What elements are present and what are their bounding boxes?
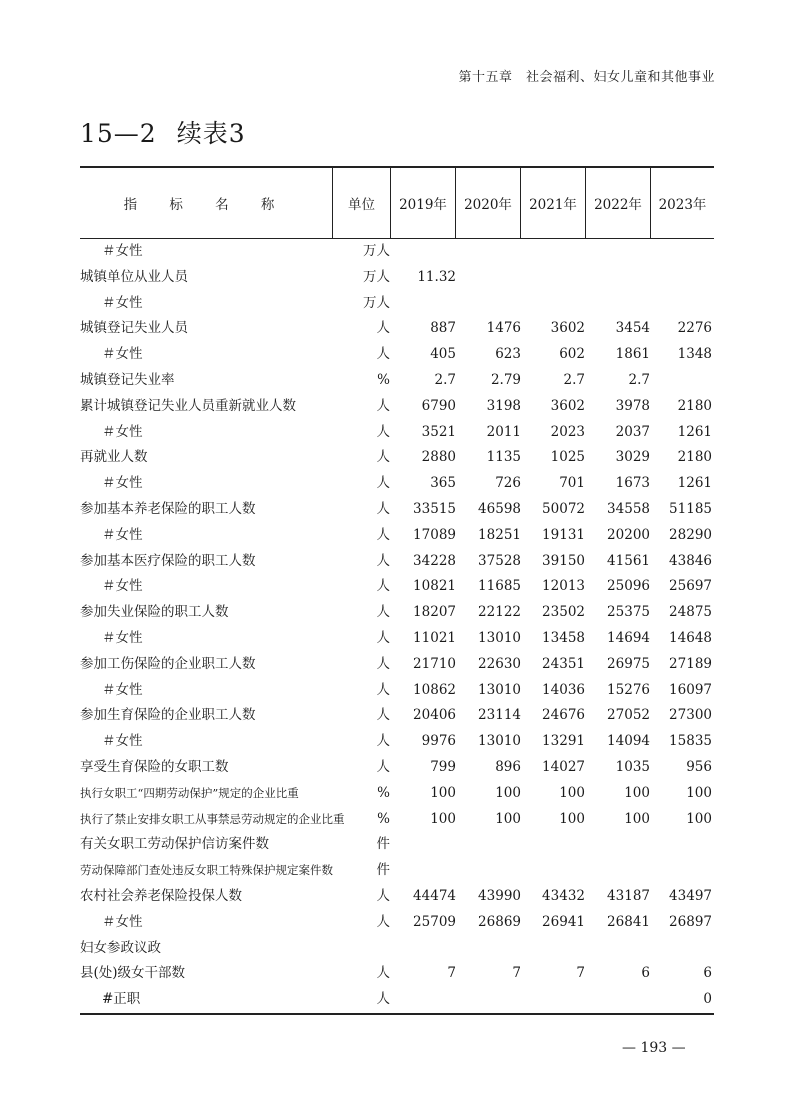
row-value-2020 bbox=[461, 832, 521, 858]
row-value-2019: 7 bbox=[447, 965, 456, 982]
row-value-2022 bbox=[590, 265, 650, 291]
row-value-2020: 7 bbox=[512, 965, 521, 982]
row-value-2019: 10862 bbox=[413, 681, 456, 698]
row-value-2020: 896 bbox=[495, 758, 521, 775]
table-row bbox=[80, 729, 714, 755]
row-indicator-name: ＃女性 bbox=[102, 629, 143, 646]
row-value-2021: 100 bbox=[559, 784, 585, 801]
row-value-2023: 24875 bbox=[669, 604, 712, 621]
row-value-2023 bbox=[652, 936, 712, 962]
row-value-2019 bbox=[396, 239, 456, 265]
row-value-2022: 14694 bbox=[607, 629, 650, 646]
row-indicator-name: #正职 bbox=[102, 991, 141, 1008]
row-value-2020: 2.79 bbox=[490, 371, 521, 388]
row-value-2023: 43497 bbox=[669, 887, 712, 904]
table-row bbox=[80, 858, 714, 884]
row-value-2019: 3521 bbox=[421, 423, 456, 440]
row-value-2019: 33515 bbox=[413, 500, 456, 517]
table-row bbox=[80, 239, 714, 265]
table-row bbox=[80, 600, 714, 626]
table-row bbox=[80, 884, 714, 910]
row-value-2023: 51185 bbox=[669, 500, 712, 517]
row-value-2021: 23502 bbox=[542, 604, 585, 621]
row-value-2021 bbox=[525, 291, 585, 317]
page-number: — 193 — bbox=[622, 1040, 686, 1056]
row-unit: 人 bbox=[376, 604, 390, 621]
row-indicator-name: 劳动保障部门查处违反女职工特殊保护规定案件数 bbox=[80, 863, 333, 878]
table-row bbox=[80, 755, 714, 781]
table-row bbox=[80, 523, 714, 549]
row-indicator-name: ＃女性 bbox=[102, 475, 143, 492]
row-value-2023: 956 bbox=[686, 758, 712, 775]
row-indicator-name: ＃女性 bbox=[102, 346, 143, 363]
row-value-2022: 2.7 bbox=[628, 371, 650, 388]
row-unit: % bbox=[377, 784, 390, 801]
row-unit: 件 bbox=[376, 862, 390, 879]
row-value-2019 bbox=[396, 987, 456, 1013]
row-value-2020: 18251 bbox=[478, 526, 521, 543]
row-value-2022: 3454 bbox=[615, 320, 650, 337]
row-value-2019 bbox=[396, 291, 456, 317]
row-value-2023 bbox=[652, 832, 712, 858]
row-unit: 人 bbox=[376, 733, 390, 750]
row-value-2019: 10821 bbox=[413, 578, 456, 595]
row-value-2021 bbox=[525, 987, 585, 1013]
row-value-2023: 6 bbox=[703, 965, 712, 982]
row-indicator-name: 累计城镇登记失业人员重新就业人数 bbox=[80, 397, 296, 414]
row-unit: 人 bbox=[376, 475, 390, 492]
row-value-2021: 3602 bbox=[550, 397, 585, 414]
row-value-2022 bbox=[590, 936, 650, 962]
table-row bbox=[80, 471, 714, 497]
row-value-2021: 26941 bbox=[542, 913, 585, 930]
row-value-2020: 3198 bbox=[486, 397, 521, 414]
row-value-2020: 13010 bbox=[478, 629, 521, 646]
header-year-2019: 2019年 bbox=[399, 197, 447, 213]
row-value-2023: 1348 bbox=[677, 346, 712, 363]
row-value-2020: 13010 bbox=[478, 733, 521, 750]
row-value-2023 bbox=[652, 265, 712, 291]
row-unit: 人 bbox=[376, 965, 390, 982]
row-indicator-name: 农村社会养老保险投保人数 bbox=[80, 887, 242, 904]
row-value-2019: 9976 bbox=[421, 733, 456, 750]
row-unit: 人 bbox=[376, 991, 390, 1008]
row-value-2023: 1261 bbox=[677, 423, 712, 440]
row-unit: 万人 bbox=[363, 243, 390, 259]
row-value-2022: 41561 bbox=[607, 552, 650, 569]
row-unit: % bbox=[377, 810, 390, 827]
row-value-2023: 0 bbox=[703, 991, 712, 1008]
row-value-2020: 43990 bbox=[478, 887, 521, 904]
row-value-2023: 25697 bbox=[669, 578, 712, 595]
row-value-2019: 25709 bbox=[413, 913, 456, 930]
row-value-2023: 16097 bbox=[669, 681, 712, 698]
table-row bbox=[80, 936, 714, 962]
row-value-2022: 1861 bbox=[615, 346, 650, 363]
row-unit: 人 bbox=[376, 526, 390, 543]
row-value-2020 bbox=[461, 239, 521, 265]
row-value-2020: 726 bbox=[495, 475, 521, 492]
row-value-2022: 3978 bbox=[615, 397, 650, 414]
row-value-2019: 20406 bbox=[413, 707, 456, 724]
row-value-2023 bbox=[652, 368, 712, 394]
row-value-2023 bbox=[652, 239, 712, 265]
row-indicator-name: 妇女参政议政 bbox=[80, 939, 161, 956]
row-value-2023: 1261 bbox=[677, 475, 712, 492]
row-value-2021: 701 bbox=[559, 475, 585, 492]
header-year-2022: 2022年 bbox=[594, 197, 642, 213]
row-value-2023: 2276 bbox=[677, 320, 712, 337]
row-value-2020: 22122 bbox=[478, 604, 521, 621]
row-indicator-name: 参加生育保险的企业职工人数 bbox=[80, 707, 256, 724]
row-value-2021 bbox=[525, 265, 585, 291]
table-bottom-rule bbox=[80, 1013, 714, 1015]
table-row bbox=[80, 703, 714, 729]
row-value-2019: 365 bbox=[430, 475, 456, 492]
row-value-2022: 34558 bbox=[607, 500, 650, 517]
row-unit: 人 bbox=[376, 655, 390, 672]
row-value-2022 bbox=[590, 291, 650, 317]
row-value-2022: 26975 bbox=[607, 655, 650, 672]
row-value-2022: 20200 bbox=[607, 526, 650, 543]
row-value-2019: 799 bbox=[430, 758, 456, 775]
row-unit: 人 bbox=[376, 449, 390, 466]
table-row bbox=[80, 394, 714, 420]
table-row bbox=[80, 368, 714, 394]
row-value-2021 bbox=[525, 239, 585, 265]
row-value-2019: 17089 bbox=[413, 526, 456, 543]
row-indicator-name: 再就业人数 bbox=[80, 449, 148, 466]
row-value-2019: 11021 bbox=[413, 629, 456, 646]
row-unit: 人 bbox=[376, 500, 390, 517]
row-value-2021: 3602 bbox=[550, 320, 585, 337]
row-unit: 人 bbox=[376, 758, 390, 775]
row-value-2020: 623 bbox=[495, 346, 521, 363]
row-value-2020: 23114 bbox=[478, 707, 521, 724]
row-indicator-name: ＃女性 bbox=[102, 243, 143, 259]
row-value-2022: 25096 bbox=[607, 578, 650, 595]
row-value-2019: 21710 bbox=[413, 655, 456, 672]
row-value-2020: 2011 bbox=[486, 423, 521, 440]
row-value-2021 bbox=[525, 936, 585, 962]
row-value-2023: 14648 bbox=[669, 629, 712, 646]
row-value-2020: 26869 bbox=[478, 913, 521, 930]
row-value-2022: 100 bbox=[624, 810, 650, 827]
table-title-text: 续表3 bbox=[176, 119, 246, 148]
table-body bbox=[80, 239, 714, 1013]
row-unit: 人 bbox=[376, 887, 390, 904]
header-year-2021: 2021年 bbox=[529, 197, 577, 213]
row-unit: 人 bbox=[376, 913, 390, 930]
row-indicator-name: 参加失业保险的职工人数 bbox=[80, 604, 229, 621]
table-row bbox=[80, 291, 714, 317]
row-indicator-name: ＃女性 bbox=[102, 423, 143, 440]
row-unit: 人 bbox=[376, 681, 390, 698]
row-value-2021 bbox=[525, 832, 585, 858]
row-indicator-name: 参加基本医疗保险的职工人数 bbox=[80, 552, 256, 569]
table-row bbox=[80, 678, 714, 704]
row-value-2021: 24351 bbox=[542, 655, 585, 672]
row-value-2021: 14036 bbox=[542, 681, 585, 698]
row-indicator-name: 执行女职工“四期劳动保护”规定的企业比重 bbox=[80, 785, 299, 800]
table-row bbox=[80, 807, 714, 833]
table-row bbox=[80, 626, 714, 652]
row-indicator-name: 有关女职工劳动保护信访案件数 bbox=[80, 836, 269, 853]
row-indicator-name: ＃女性 bbox=[102, 733, 143, 750]
row-value-2023: 2180 bbox=[677, 449, 712, 466]
row-unit: 人 bbox=[376, 578, 390, 595]
row-value-2023 bbox=[652, 858, 712, 884]
row-unit bbox=[352, 936, 390, 962]
row-unit: 万人 bbox=[363, 294, 390, 311]
row-unit: 件 bbox=[376, 836, 390, 853]
row-value-2021: 50072 bbox=[542, 500, 585, 517]
row-value-2020 bbox=[461, 858, 521, 884]
header-year-2023: 2023年 bbox=[658, 197, 707, 213]
row-value-2022: 1673 bbox=[615, 475, 650, 492]
row-value-2022: 15276 bbox=[607, 681, 650, 698]
row-value-2022 bbox=[590, 858, 650, 884]
row-value-2020: 1135 bbox=[486, 449, 521, 466]
row-value-2021: 24676 bbox=[542, 707, 585, 724]
row-value-2021: 19131 bbox=[542, 526, 585, 543]
row-value-2022: 26841 bbox=[607, 913, 650, 930]
row-indicator-name: ＃女性 bbox=[102, 681, 143, 698]
row-indicator-name: 城镇登记失业人员 bbox=[80, 320, 188, 337]
row-value-2022: 1035 bbox=[615, 758, 650, 775]
table-row bbox=[80, 316, 714, 342]
row-value-2021: 602 bbox=[559, 346, 585, 363]
row-value-2022 bbox=[590, 239, 650, 265]
row-value-2019: 11.32 bbox=[417, 268, 456, 285]
row-value-2019: 2880 bbox=[421, 449, 456, 466]
row-unit: 万人 bbox=[363, 268, 390, 285]
row-value-2019 bbox=[396, 936, 456, 962]
row-value-2023: 27300 bbox=[669, 707, 712, 724]
row-value-2019: 18207 bbox=[413, 604, 456, 621]
header-unit: 单位 bbox=[348, 197, 375, 213]
table-row bbox=[80, 265, 714, 291]
header-indicator-name: 指 标 名 称 bbox=[123, 197, 289, 213]
row-value-2022: 27052 bbox=[607, 707, 650, 724]
row-indicator-name: 城镇登记失业率 bbox=[80, 371, 175, 388]
table-row bbox=[80, 987, 714, 1013]
row-value-2021: 100 bbox=[559, 810, 585, 827]
row-value-2019: 6790 bbox=[421, 397, 456, 414]
row-value-2022: 25375 bbox=[607, 604, 650, 621]
row-value-2021: 2.7 bbox=[563, 371, 585, 388]
row-value-2020: 1476 bbox=[486, 320, 521, 337]
row-value-2019: 2.7 bbox=[434, 371, 456, 388]
row-value-2019: 44474 bbox=[413, 887, 456, 904]
table-row bbox=[80, 832, 714, 858]
row-value-2021: 13291 bbox=[542, 733, 585, 750]
row-indicator-name: 县(处)级女干部数 bbox=[80, 965, 186, 982]
table-row bbox=[80, 652, 714, 678]
row-value-2021: 7 bbox=[576, 965, 585, 982]
row-value-2022: 43187 bbox=[607, 887, 650, 904]
row-value-2021: 1025 bbox=[550, 449, 585, 466]
row-value-2022: 100 bbox=[624, 784, 650, 801]
table-row bbox=[80, 961, 714, 987]
table-row bbox=[80, 781, 714, 807]
row-value-2022: 2037 bbox=[615, 423, 650, 440]
row-value-2020: 100 bbox=[495, 784, 521, 801]
row-indicator-name: 城镇单位从业人员 bbox=[80, 268, 188, 285]
row-indicator-name: ＃女性 bbox=[102, 526, 143, 543]
row-unit: 人 bbox=[376, 346, 390, 363]
row-unit: 人 bbox=[376, 320, 390, 337]
row-value-2019: 405 bbox=[430, 346, 456, 363]
table-row bbox=[80, 574, 714, 600]
row-value-2023: 100 bbox=[686, 784, 712, 801]
row-value-2019: 100 bbox=[430, 784, 456, 801]
row-value-2023: 43846 bbox=[669, 552, 712, 569]
row-value-2021: 43432 bbox=[542, 887, 585, 904]
row-value-2019: 887 bbox=[430, 320, 456, 337]
chapter-header: 第十五章 社会福利、妇女儿童和其他事业 bbox=[458, 70, 715, 85]
row-value-2020: 11685 bbox=[478, 578, 521, 595]
row-unit: 人 bbox=[376, 552, 390, 569]
table-row bbox=[80, 342, 714, 368]
row-value-2020: 100 bbox=[495, 810, 521, 827]
row-value-2020 bbox=[461, 291, 521, 317]
row-value-2023: 27189 bbox=[669, 655, 712, 672]
row-value-2021 bbox=[525, 858, 585, 884]
row-value-2020: 22630 bbox=[478, 655, 521, 672]
row-indicator-name: 参加基本养老保险的职工人数 bbox=[80, 500, 256, 517]
row-value-2022: 6 bbox=[641, 965, 650, 982]
row-value-2023: 100 bbox=[686, 810, 712, 827]
row-indicator-name: ＃女性 bbox=[102, 578, 143, 595]
row-unit: 人 bbox=[376, 707, 390, 724]
row-value-2023: 26897 bbox=[669, 913, 712, 930]
table-title bbox=[80, 114, 246, 150]
row-unit: 人 bbox=[376, 629, 390, 646]
row-indicator-name: 享受生育保险的女职工数 bbox=[80, 758, 229, 775]
row-indicator-name: ＃女性 bbox=[102, 913, 143, 930]
row-indicator-name: 执行了禁止安排女职工从事禁忌劳动规定的企业比重 bbox=[80, 811, 345, 826]
row-indicator-name: 参加工伤保险的企业职工人数 bbox=[80, 655, 256, 672]
header-year-2020: 2020年 bbox=[464, 197, 512, 213]
row-value-2021: 13458 bbox=[542, 629, 585, 646]
row-value-2020: 13010 bbox=[478, 681, 521, 698]
row-unit: 人 bbox=[376, 423, 390, 440]
table-row bbox=[80, 420, 714, 446]
row-value-2022 bbox=[590, 987, 650, 1013]
row-indicator-name: ＃女性 bbox=[102, 294, 143, 311]
row-value-2022 bbox=[590, 832, 650, 858]
row-value-2023: 28290 bbox=[669, 526, 712, 543]
row-value-2020: 37528 bbox=[478, 552, 521, 569]
row-value-2021: 39150 bbox=[542, 552, 585, 569]
row-value-2019: 34228 bbox=[413, 552, 456, 569]
row-value-2022: 14094 bbox=[607, 733, 650, 750]
row-value-2020 bbox=[461, 987, 521, 1013]
row-unit: 人 bbox=[376, 397, 390, 414]
row-unit: % bbox=[377, 371, 390, 388]
row-value-2021: 14027 bbox=[542, 758, 585, 775]
table-row bbox=[80, 910, 714, 936]
table-number: 15—2 bbox=[80, 119, 157, 148]
row-value-2021: 2023 bbox=[550, 423, 585, 440]
row-value-2019: 100 bbox=[430, 810, 456, 827]
row-value-2020 bbox=[461, 265, 521, 291]
row-value-2023: 2180 bbox=[677, 397, 712, 414]
row-value-2022: 3029 bbox=[615, 449, 650, 466]
table-row bbox=[80, 445, 714, 471]
table-row bbox=[80, 549, 714, 575]
row-value-2020 bbox=[461, 936, 521, 962]
row-value-2019 bbox=[396, 858, 456, 884]
row-value-2021: 12013 bbox=[542, 578, 585, 595]
row-value-2019 bbox=[396, 832, 456, 858]
row-value-2020: 46598 bbox=[478, 500, 521, 517]
table-row bbox=[80, 497, 714, 523]
row-value-2023 bbox=[652, 291, 712, 317]
row-value-2023: 15835 bbox=[669, 733, 712, 750]
